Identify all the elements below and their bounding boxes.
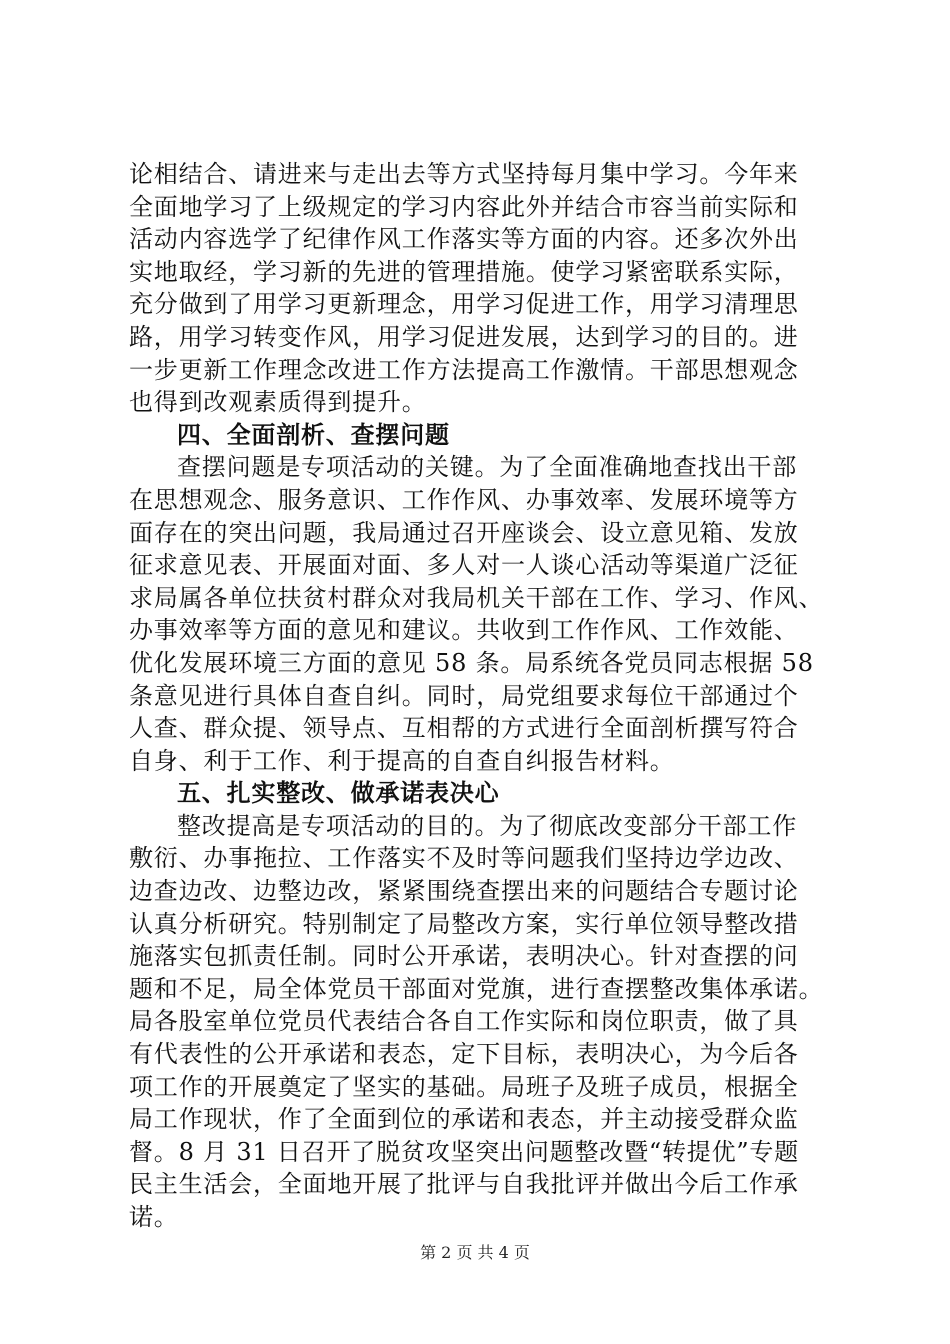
paragraph-line: 题和不足，局全体党员干部面对党旗，进行查摆整改集体承诺。 (129, 974, 824, 1003)
document-body (129, 158, 834, 1234)
paragraph-line: 活动内容选学了纪律作风工作落实等方面的内容。还多次外出 (129, 225, 799, 254)
paragraph-line: 全面地学习了上级规定的学习内容此外并结合市容当前实际和 (129, 192, 799, 221)
paragraph-line: 整改提高是专项活动的目的。为了彻底改变部分干部工作 (177, 811, 797, 840)
paragraph-line: 在思想观念、服务意识、工作作风、办事效率、发展环境等方 (129, 485, 799, 514)
paragraph-line: 敷衍、办事拖拉、工作落实不及时等问题我们坚持边学边改、 (129, 844, 799, 873)
paragraph-line: 面存在的突出问题，我局通过召开座谈会、设立意见箱、发放 (129, 518, 799, 547)
paragraph-line: 优化发展环境三方面的意见 58 条。局系统各党员同志根据 58 (129, 648, 814, 677)
paragraph-line: 有代表性的公开承诺和表态，定下目标，表明决心，为今后各 (129, 1040, 799, 1069)
paragraph-line: 局工作现状，作了全面到位的承诺和表态，并主动接受群众监 (129, 1105, 799, 1134)
paragraph-line: 也得到改观素质得到提升。 (129, 388, 427, 417)
paragraph-line: 一步更新工作理念改进工作方法提高工作激情。干部思想观念 (129, 355, 799, 384)
paragraph-line: 查摆问题是专项活动的关键。为了全面准确地查找出干部 (177, 453, 797, 482)
paragraph-line: 办事效率等方面的意见和建议。共收到工作作风、工作效能、 (129, 616, 799, 645)
paragraph-line: 征求意见表、开展面对面、多人对一人谈心活动等渠道广泛征 (129, 551, 799, 580)
paragraph-line: 人查、群众提、领导点、互相帮的方式进行全面剖析撰写符合 (129, 714, 799, 743)
paragraph-line: 项工作的开展奠定了坚实的基础。局班子及班子成员，根据全 (129, 1072, 799, 1101)
section-heading-4: 四、全面剖析、查摆问题 (177, 420, 450, 449)
paragraph-line: 实地取经，学习新的先进的管理措施。使学习紧密联系实际， (129, 257, 799, 286)
paragraph-line: 充分做到了用学习更新理念，用学习促进工作，用学习清理思 (129, 290, 799, 319)
section-heading-5: 五、扎实整改、做承诺表决心 (177, 779, 500, 808)
paragraph-line: 论相结合、请进来与走出去等方式坚持每月集中学习。今年来 (129, 160, 799, 188)
paragraph-line: 条意见进行具体自查自纠。同时，局党组要求每位干部通过个 (129, 681, 799, 710)
paragraph-line: 自身、利于工作、利于提高的自查自纠报告材料。 (129, 746, 675, 775)
paragraph-line: 路，用学习转变作风，用学习促进发展，达到学习的目的。进 (129, 322, 799, 351)
paragraph-line: 边查边改、边整边改，紧紧围绕查摆出来的问题结合专题讨论 (129, 877, 799, 906)
paragraph-line: 督。8 月 31 日召开了脱贫攻坚突出问题整改暨“转提优”专题 (129, 1137, 800, 1166)
paragraph-line: 民主生活会，全面地开展了批评与自我批评并做出今后工作承 (129, 1170, 799, 1199)
paragraph-line: 局各股室单位党员代表结合各自工作实际和岗位职责，做了具 (129, 1007, 799, 1036)
paragraph-line: 求局属各单位扶贫村群众对我局机关干部在工作、学习、作风、 (129, 583, 824, 612)
paragraph-line: 诺。 (129, 1203, 179, 1231)
paragraph-line: 认真分析研究。特别制定了局整改方案，实行单位领导整改措 (129, 909, 799, 938)
page-number-footer: 第 2 页 共 4 页 (420, 1243, 530, 1262)
paragraph-line: 施落实包抓责任制。同时公开承诺，表明决心。针对查摆的问 (129, 942, 799, 971)
